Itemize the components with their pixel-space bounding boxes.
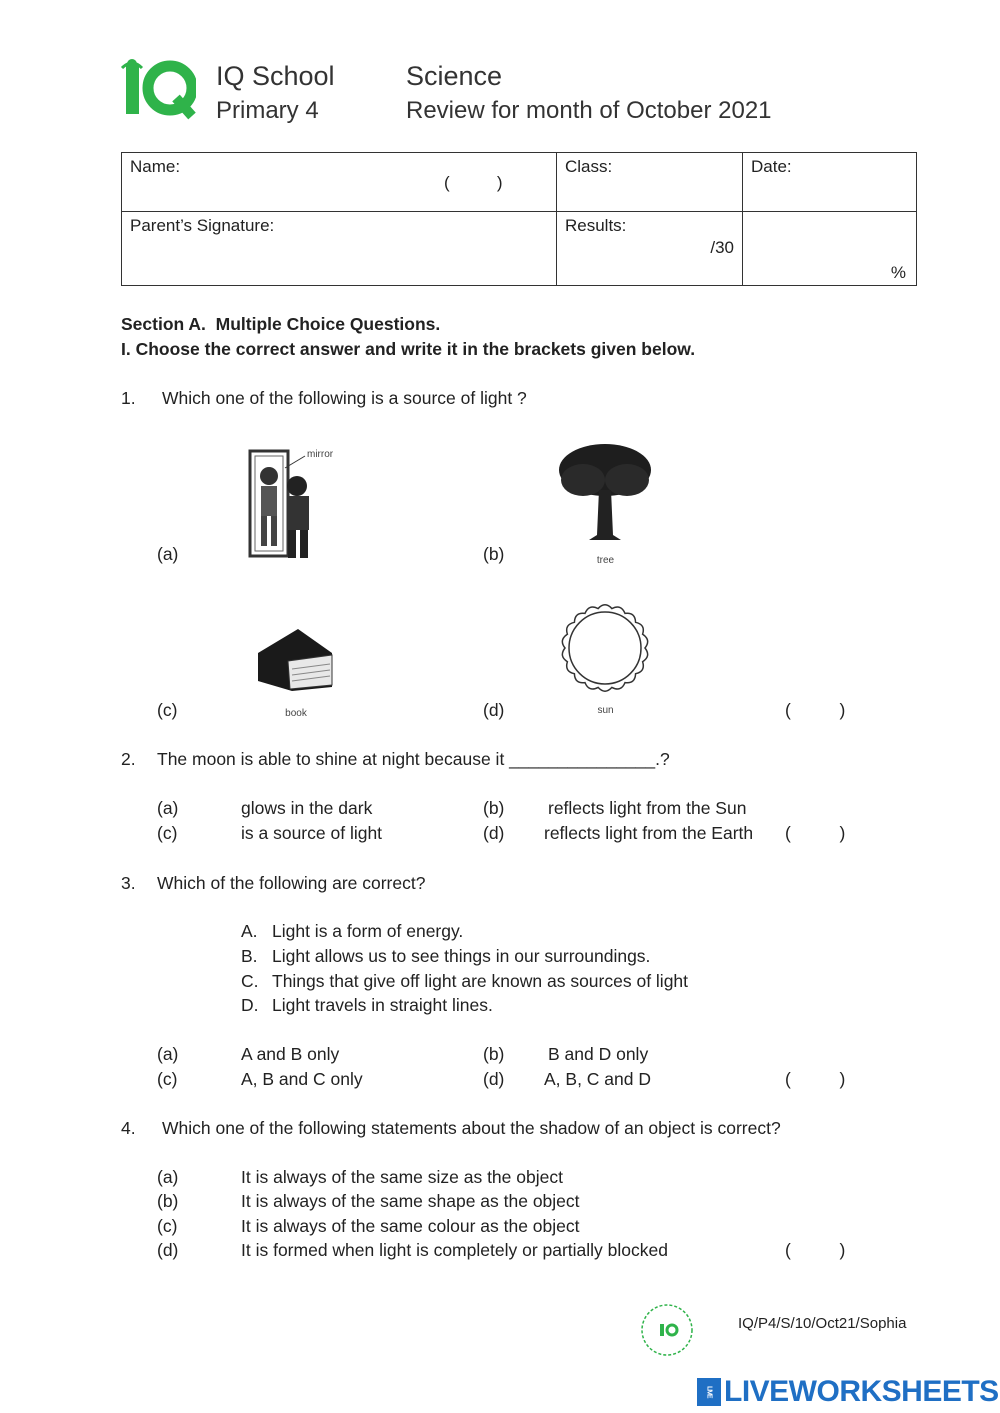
q1-option-c-picture[interactable] bbox=[250, 625, 335, 717]
q4-answer-brackets[interactable]: ( ) bbox=[785, 1240, 846, 1260]
q3-option-b-text[interactable]: B and D only bbox=[548, 1044, 649, 1064]
q2-option-a-text[interactable]: glows in the dark bbox=[241, 798, 373, 818]
brand-badge-text: LIVE bbox=[705, 1386, 713, 1398]
stamp-icon bbox=[638, 1302, 696, 1358]
results-total: /30 bbox=[710, 238, 734, 257]
q2-option-c-label: (c) bbox=[157, 823, 178, 843]
q1-text: Which one of the following is a source of light ? bbox=[162, 388, 527, 408]
q4-option-c-label: (c) bbox=[157, 1216, 178, 1236]
q1-option-b-picture[interactable] bbox=[553, 440, 658, 566]
q3-option-c-text[interactable]: A, B and C only bbox=[241, 1069, 363, 1089]
q1-option-d-label: (d) bbox=[483, 700, 505, 720]
q4-option-b-label: (b) bbox=[157, 1191, 179, 1211]
approval-stamp bbox=[638, 1302, 696, 1358]
q1-option-a-label: (a) bbox=[157, 544, 179, 564]
document-code: IQ/P4/S/10/Oct21/Sophia bbox=[738, 1315, 907, 1332]
iq-logo-icon bbox=[118, 54, 196, 122]
name-brackets: ( ) bbox=[444, 173, 503, 192]
q4-option-d-text[interactable]: It is formed when light is completely or partially blocked bbox=[241, 1240, 668, 1260]
sun-rays bbox=[562, 605, 647, 691]
q3-option-a-text[interactable]: A and B only bbox=[241, 1044, 340, 1064]
q3-statement-c-text: Things that give off light are known as sources of light bbox=[272, 971, 689, 991]
date-cell[interactable] bbox=[743, 153, 917, 212]
q1-answer-brackets[interactable]: ( ) bbox=[785, 700, 846, 720]
q3-statement-d-text: Light travels in straight lines. bbox=[272, 995, 493, 1015]
name-cell[interactable] bbox=[122, 153, 557, 212]
school-logo bbox=[118, 54, 196, 122]
q3-statement-d-label: D. bbox=[241, 995, 259, 1015]
q2-option-b-label: (b) bbox=[483, 798, 505, 818]
name-label: Name: bbox=[130, 157, 181, 176]
q1-option-b-label: (b) bbox=[483, 544, 505, 564]
brand-name: LIVEWORKSHEETS bbox=[724, 1375, 999, 1408]
q3-option-d-text[interactable]: A, B, C and D bbox=[544, 1069, 651, 1089]
q3-statement-a-label: A. bbox=[241, 921, 258, 941]
section-instruction: I. Choose the correct answer and write it in the brackets given below. bbox=[121, 339, 696, 359]
q3-option-a-label: (a) bbox=[157, 1044, 179, 1064]
signature-label: Parent’s Signature: bbox=[130, 216, 275, 235]
q3-number: 3. bbox=[121, 873, 136, 893]
q2-option-c-text[interactable]: is a source of light bbox=[241, 823, 383, 843]
q2-option-a-label: (a) bbox=[157, 798, 179, 818]
q3-option-b-label: (b) bbox=[483, 1044, 505, 1064]
book-icon bbox=[250, 625, 335, 695]
q1-option-c-caption: book bbox=[285, 708, 307, 719]
q2-answer-brackets[interactable]: ( ) bbox=[785, 823, 846, 843]
q3-answer-brackets[interactable]: ( ) bbox=[785, 1069, 846, 1089]
q3-option-c-label: (c) bbox=[157, 1069, 178, 1089]
q1-option-b-caption: tree bbox=[596, 555, 615, 566]
q4-option-a-label: (a) bbox=[157, 1167, 179, 1187]
q1-option-d-caption: sun bbox=[597, 705, 614, 716]
subject-title: Science bbox=[406, 61, 503, 91]
q4-option-d-label: (d) bbox=[157, 1240, 179, 1260]
student-info-table bbox=[121, 152, 917, 286]
q3-statement-c-label: C. bbox=[241, 971, 259, 991]
q4-number: 4. bbox=[121, 1118, 136, 1138]
mirror-icon bbox=[245, 448, 340, 563]
q3-text: Which of the following are correct? bbox=[157, 873, 426, 893]
brand-badge bbox=[697, 1378, 721, 1406]
q2-option-d-label: (d) bbox=[483, 823, 505, 843]
q2-option-b-text[interactable]: reflects light from the Sun bbox=[548, 798, 747, 818]
q2-option-d-text[interactable]: reflects light from the Earth bbox=[544, 823, 754, 843]
q3-statement-b-text: Light allows us to see things in our surroundings. bbox=[272, 946, 651, 966]
q1-option-a-picture[interactable] bbox=[245, 448, 340, 563]
q1-number: 1. bbox=[121, 388, 136, 408]
q4-text: Which one of the following statements about the shadow of an object is correct? bbox=[162, 1118, 781, 1138]
q3-statement-a-text: Light is a form of energy. bbox=[272, 921, 464, 941]
results-cell[interactable] bbox=[557, 212, 743, 286]
q4-option-c-text[interactable]: It is always of the same colour as the object bbox=[241, 1216, 580, 1236]
q3-option-d-label: (d) bbox=[483, 1069, 505, 1089]
q1-option-d-picture[interactable] bbox=[553, 600, 658, 717]
grade-level: Primary 4 bbox=[216, 97, 319, 124]
q3-statement-b-label: B. bbox=[241, 946, 258, 966]
q4-option-a-text[interactable]: It is always of the same size as the object bbox=[241, 1167, 563, 1187]
q2-text: The moon is able to shine at night because it _______________.? bbox=[157, 749, 670, 769]
school-name: IQ School bbox=[216, 61, 335, 91]
q1-option-a-caption: mirror bbox=[307, 449, 334, 460]
liveworksheets-brand[interactable] bbox=[697, 1375, 999, 1409]
tree-icon bbox=[553, 440, 658, 550]
class-label: Class: bbox=[565, 157, 613, 176]
section-title: Section A. Multiple Choice Questions. bbox=[121, 314, 441, 334]
percent-cell[interactable] bbox=[743, 212, 917, 286]
q4-option-b-text[interactable]: It is always of the same shape as the object bbox=[241, 1191, 580, 1211]
date-label: Date: bbox=[751, 157, 792, 176]
review-title: Review for month of October 2021 bbox=[406, 97, 772, 124]
percent-sign: % bbox=[890, 263, 906, 282]
q1-option-c-label: (c) bbox=[157, 700, 178, 720]
signature-cell[interactable] bbox=[122, 212, 557, 286]
q2-number: 2. bbox=[121, 749, 136, 769]
class-cell[interactable] bbox=[557, 153, 743, 212]
sun-icon bbox=[553, 600, 658, 698]
results-label: Results: bbox=[565, 216, 627, 235]
